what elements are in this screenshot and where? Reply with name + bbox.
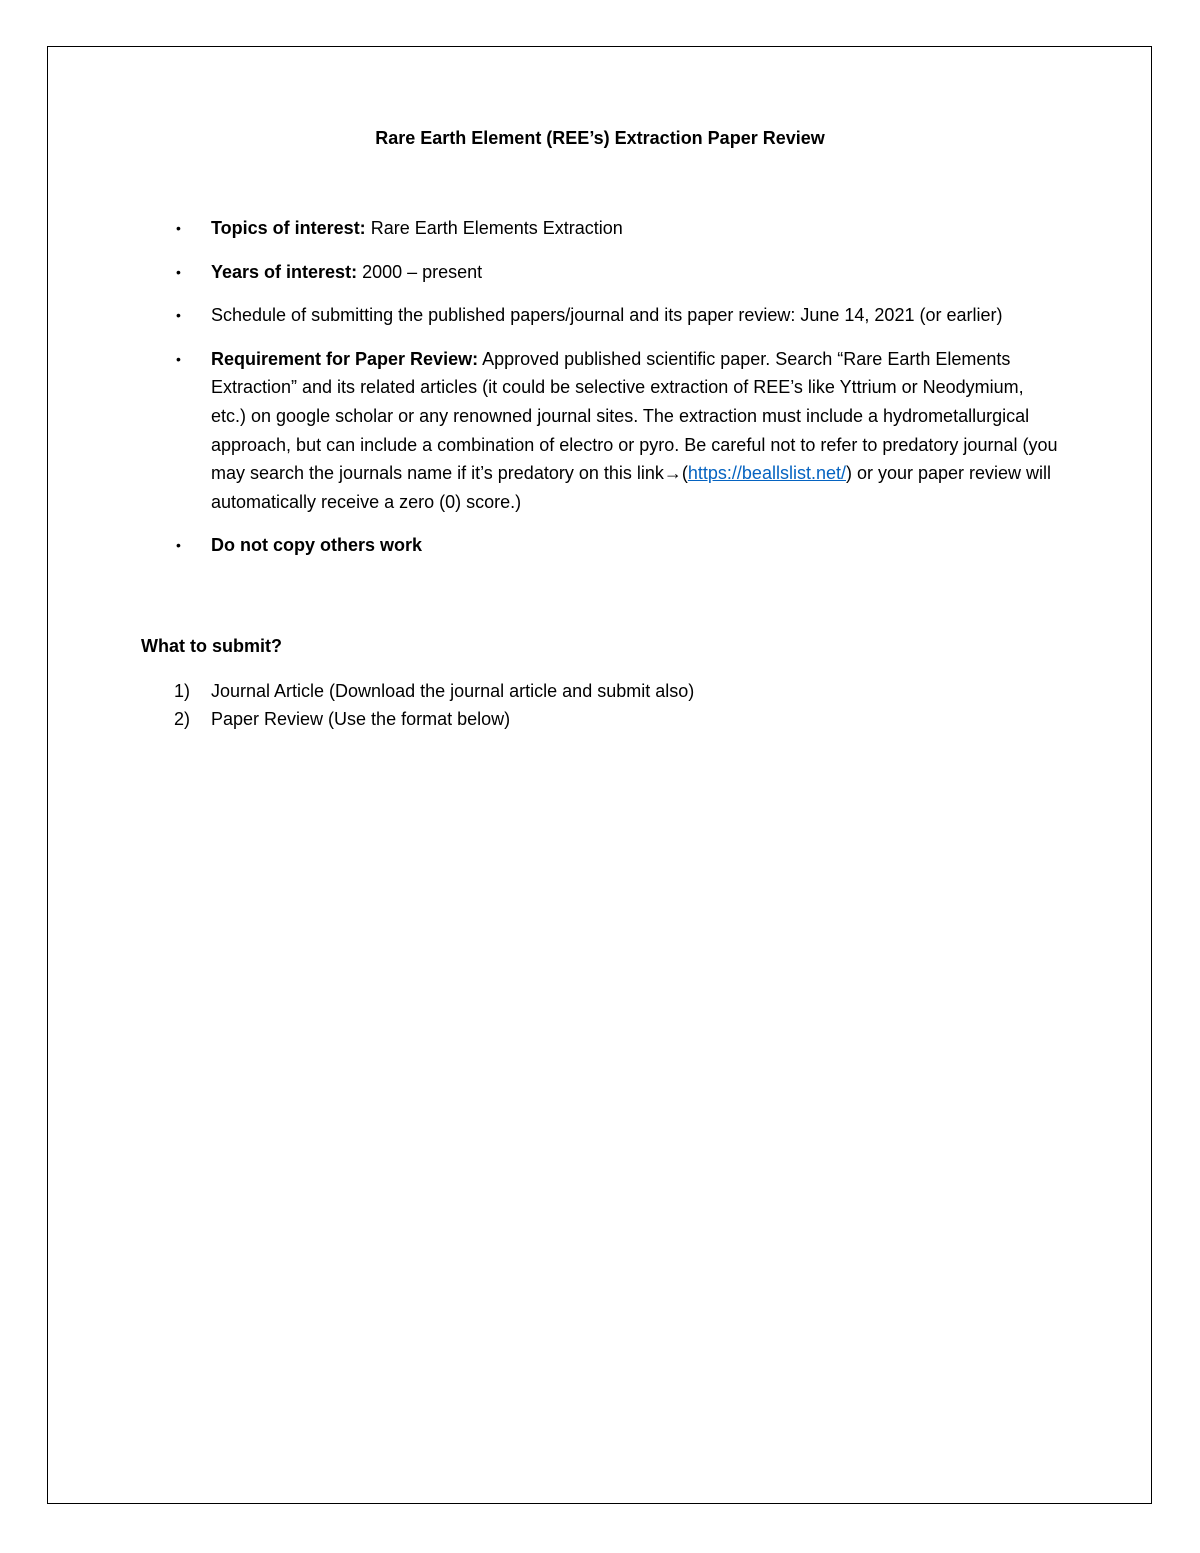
no-copy-label: Do not copy others work [211, 535, 423, 556]
right-arrow-icon: → [663, 463, 682, 484]
beallslist-link[interactable]: https://beallslist.net/ [687, 463, 846, 484]
bullet-schedule [0, 301, 1060, 330]
schedule-text: Schedule of submitting the published papers/journal and its paper review: June 14, 2021 (or earlier) [211, 305, 1003, 326]
bullet-requirement [0, 345, 1060, 517]
submit-item-text: Paper Review (Use the format below) [211, 709, 511, 729]
submit-item-review [0, 705, 1200, 733]
requirements-list [0, 214, 1200, 575]
submit-item-text: Journal Article (Download the journal article and submit also) [211, 681, 695, 701]
requirement-text: Approved published scientific paper. Search “Rare Earth Elements Extraction” and its related articles (it could be selective extraction of REE’s like Yttrium or Neodymium, etc.) on google scholar or any renowned journal sites. The extraction must include a hydrometallurgical approach, but can include a combination of electro or pyro. Be careful not to refer to predatory journal (you may search the journals name if it’s predatory on this link [211, 348, 1058, 484]
topics-label: Topics of interest: [211, 218, 366, 238]
bullet-marker: • [176, 537, 181, 554]
link-close-paren: ) [845, 463, 852, 484]
submit-list [0, 677, 1200, 733]
requirement-label: Requirement for Paper Review: [211, 348, 479, 369]
bullet-marker: • [176, 307, 181, 324]
topics-text: Rare Earth Elements Extraction [365, 218, 623, 238]
bullet-marker: • [176, 350, 181, 367]
years-text: 2000 – present [357, 261, 483, 282]
years-label: Years of interest: [211, 261, 358, 282]
document-title: Rare Earth Element (REE’s) Extraction Paper Review [375, 128, 825, 148]
bullet-years [0, 258, 1060, 287]
submit-item-journal [0, 677, 1200, 705]
number-marker: 2) [174, 709, 191, 729]
number-marker: 1) [174, 681, 191, 701]
bullet-no-copy [0, 531, 1060, 560]
bullet-topics [0, 214, 1060, 243]
bullet-marker: • [176, 263, 181, 280]
link-open-paren: ( [681, 463, 688, 484]
requirement-text-after: or your paper review will automatically receive a zero (0) score.) [211, 463, 1052, 512]
bullet-marker: • [176, 220, 181, 236]
submit-heading: What to submit? [141, 636, 282, 656]
